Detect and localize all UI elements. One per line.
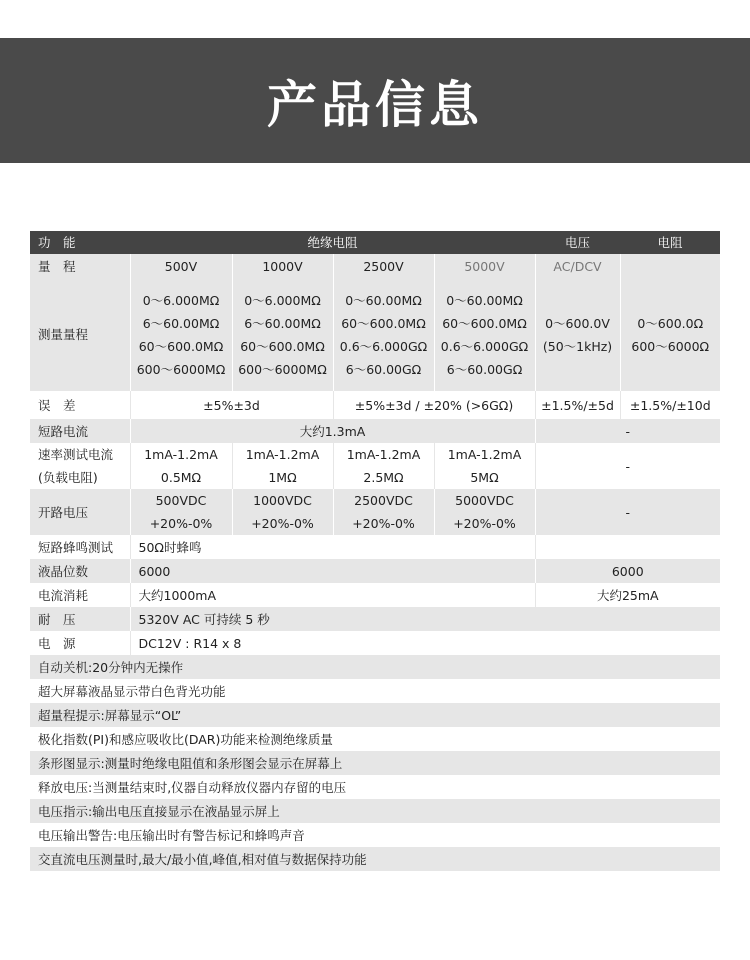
cell-line: 1000VDC: [253, 493, 312, 508]
cell-line: 1MΩ: [268, 470, 297, 485]
feature-item: 交直流电压测量时,最大/最小值,峰值,相对值与数据保持功能: [30, 847, 720, 871]
cell-line: +20%-0%: [352, 516, 415, 531]
header-row: [30, 231, 720, 254]
cell-line: 0～6.000MΩ: [142, 292, 220, 308]
cell-line: 600～6000Ω: [631, 338, 710, 354]
feature-row: [30, 823, 720, 847]
open-voltage-other: -: [535, 489, 720, 535]
table-row: [30, 443, 720, 489]
table-row: [30, 489, 720, 535]
table-row: [30, 559, 720, 583]
cell-line: +20%-0%: [251, 516, 314, 531]
rate-current-other: -: [535, 443, 720, 489]
error-resistance: ±1.5%/±10d: [620, 391, 720, 419]
range-cell: AC/DCV: [535, 254, 620, 278]
cell-line: 0～600.0V: [545, 315, 610, 331]
range-cell: 500V: [130, 254, 232, 278]
feature-item: 释放电压:当测量结束时,仪器自动释放仪器内存留的电压: [30, 775, 720, 799]
lcd-digits-other: 6000: [535, 559, 720, 583]
consumption-value: 大约1000mA: [130, 583, 535, 607]
feature-item: 电压输出警告:电压输出时有警告标记和蜂鸣声音: [30, 823, 720, 847]
short-current-label: 短路电流: [30, 419, 130, 443]
cell-line: 0～600.0Ω: [637, 315, 704, 331]
cell-line: 600～6000MΩ: [238, 361, 327, 377]
range-label: 量 程: [30, 254, 130, 278]
feature-row: [30, 799, 720, 823]
table-row: [30, 419, 720, 443]
cell-line: 500VDC: [155, 493, 207, 508]
cell-line: 0.6～6.000GΩ: [339, 338, 428, 354]
header-voltage: 电压: [535, 231, 620, 254]
feature-row: [30, 655, 720, 679]
rate-current-cell: [333, 443, 434, 489]
beep-empty: [535, 535, 720, 559]
cell-line: 6～60.00MΩ: [142, 315, 220, 331]
feature-row: [30, 847, 720, 871]
table-row: [30, 535, 720, 559]
cell-line: 0～6.000MΩ: [244, 292, 321, 308]
cell-line: 6～60.00GΩ: [446, 361, 523, 377]
withstand-value: 5320V AC 可持续 5 秒: [130, 607, 720, 631]
range-cell: 5000V: [434, 254, 535, 278]
feature-item: 超大屏幕液晶显示带白色背光功能: [30, 679, 720, 703]
cell-line: +20%-0%: [149, 516, 213, 531]
cell-line: 60～600.0MΩ: [442, 315, 527, 331]
range-cell: 2500V: [333, 254, 434, 278]
cell-line: 速率测试电流: [38, 447, 114, 462]
table-row: [30, 254, 720, 278]
cell-line: 600～6000MΩ: [136, 361, 226, 377]
consumption-other: 大约25mA: [535, 583, 720, 607]
rate-current-cell: [130, 443, 232, 489]
cell-line: 6～60.00MΩ: [244, 315, 321, 331]
cell-line: 60～600.0MΩ: [341, 315, 426, 331]
error-right: ±5%±3d / ±20% (>6GΩ): [333, 391, 535, 419]
feature-row: [30, 679, 720, 703]
rate-current-label: [30, 443, 130, 489]
page-title: 产品信息: [267, 75, 483, 134]
cell-line: 1mA-1.2mA: [144, 447, 218, 462]
cell-line: +20%-0%: [453, 516, 516, 531]
feature-item: 自动关机:20分钟内无操作: [30, 655, 720, 679]
cell-line: 0～60.00MΩ: [345, 292, 422, 308]
cell-line: 1mA-1.2mA: [245, 447, 320, 462]
table-row: [30, 278, 720, 391]
power-value: DC12V : R14 x 8: [130, 631, 720, 655]
cell-line: (50～1kHz): [542, 338, 613, 354]
measure-range-cell: [130, 278, 232, 391]
cell-line: 1mA-1.2mA: [346, 447, 421, 462]
range-cell: 1000V: [232, 254, 333, 278]
feature-item: 超量程提示:屏幕显示“OL”: [30, 703, 720, 727]
measure-range-cell: [434, 278, 535, 391]
error-label: 误 差: [30, 391, 130, 419]
feature-item: 电压指示:输出电压直接显示在液晶显示屏上: [30, 799, 720, 823]
open-voltage-cell: [130, 489, 232, 535]
measure-range-cell: [232, 278, 333, 391]
feature-row: [30, 703, 720, 727]
short-current-other: -: [535, 419, 720, 443]
table-row: [30, 391, 720, 419]
measure-range-resistance: [620, 278, 720, 391]
cell-line: 60～600.0MΩ: [240, 338, 325, 354]
short-current-value: 大约1.3mA: [130, 419, 535, 443]
cell-line: 1mA-1.2mA: [447, 447, 522, 462]
lcd-digits-value: 6000: [130, 559, 535, 583]
cell-line: 2500VDC: [354, 493, 413, 508]
open-voltage-cell: [232, 489, 333, 535]
table-row: [30, 607, 720, 631]
header-insulation: 绝缘电阻: [130, 231, 535, 254]
withstand-label: 耐 压: [30, 607, 130, 631]
beep-label: 短路蜂鸣测试: [30, 535, 130, 559]
feature-row: [30, 775, 720, 799]
cell-line: 60～600.0MΩ: [138, 338, 224, 354]
rate-current-cell: [434, 443, 535, 489]
open-voltage-label: 开路电压: [30, 489, 130, 535]
cell-line: 2.5MΩ: [363, 470, 404, 485]
open-voltage-cell: [434, 489, 535, 535]
open-voltage-cell: [333, 489, 434, 535]
spec-table: [30, 231, 720, 871]
table-row: [30, 631, 720, 655]
measure-range-cell: [333, 278, 434, 391]
cell-line: 0.5MΩ: [160, 470, 202, 485]
cell-line: (负载电阻): [38, 470, 98, 485]
power-label: 电 源: [30, 631, 130, 655]
header-function: 功 能: [30, 231, 130, 254]
cell-line: 0.6～6.000GΩ: [440, 338, 529, 354]
error-voltage: ±1.5%/±5d: [535, 391, 620, 419]
measure-range-voltage: [535, 278, 620, 391]
consumption-label: 电流消耗: [30, 583, 130, 607]
cell-line: 5MΩ: [470, 470, 499, 485]
title-banner: [0, 38, 750, 163]
feature-row: [30, 727, 720, 751]
cell-line: 6～60.00GΩ: [345, 361, 422, 377]
cell-line: 0～60.00MΩ: [446, 292, 523, 308]
cell-line: 5000VDC: [455, 493, 514, 508]
measure-range-label: 测量量程: [30, 278, 130, 391]
feature-item: 条形图显示:测量时绝缘电阻值和条形图会显示在屏幕上: [30, 751, 720, 775]
rate-current-cell: [232, 443, 333, 489]
feature-item: 极化指数(PI)和感应吸收比(DAR)功能来检测绝缘质量: [30, 727, 720, 751]
beep-value: 50Ω时蜂鸣: [130, 535, 535, 559]
range-cell-empty: [620, 254, 720, 278]
feature-row: [30, 751, 720, 775]
table-row: [30, 583, 720, 607]
lcd-digits-label: 液晶位数: [30, 559, 130, 583]
header-resistance: 电阻: [620, 231, 720, 254]
error-left: ±5%±3d: [130, 391, 333, 419]
